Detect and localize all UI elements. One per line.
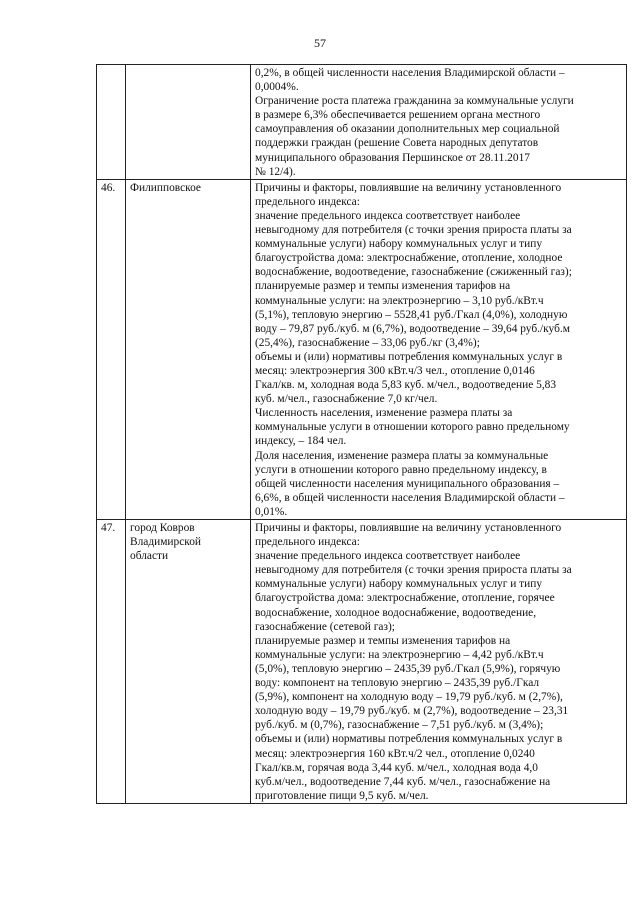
table-row <box>97 179 627 519</box>
page-number: 57 <box>314 36 326 50</box>
description-cell <box>251 520 627 804</box>
description-line: № 12/4). <box>255 165 296 178</box>
row-number-cell <box>97 65 126 180</box>
description-line: значение предельного индекса соответствует наиболее <box>255 550 521 563</box>
description-line: в размере 6,3% обеспечивается решением органа местного <box>255 109 541 122</box>
description-line: коммунальные услуги: на электроэнергию – 3,10 руб./кВт.ч <box>255 294 544 307</box>
description-line: 0,0004%. <box>255 81 299 94</box>
description-line: водоснабжение, водоотведение, газоснабжение (сжиженный газ); <box>255 266 572 279</box>
description-line: 6,6%, в общей численности населения Владимирской области – <box>255 491 565 504</box>
municipality-name-cell <box>126 65 251 180</box>
description-line: (5,0%), тепловую энергию – 2435,39 руб./Гкал (5,9%), горячую <box>255 662 561 675</box>
description-line: коммунальные услуги) набору коммунальных услуг и типу <box>255 238 543 251</box>
description-line: Причины и факторы, повлиявшие на величину установленного <box>255 181 562 194</box>
municipality-name-line: Филипповское <box>130 181 201 194</box>
description-line: благоустройства дома: электроснабжение, отопление, горячее <box>255 592 555 605</box>
description-line: объемы и (или) нормативы потребления коммунальных услуг в <box>255 350 563 363</box>
row-number-cell: 46. <box>97 179 126 519</box>
description-line: водоснабжение, холодное водоснабжение, водоотведение, <box>255 606 537 619</box>
description-line: куб. м/чел., газоснабжение 7,0 кг/чел. <box>255 393 438 406</box>
description-line: куб.м/чел., водоотведение 7,44 куб. м/чел., газоснабжение на <box>255 775 551 788</box>
description-line: невыгодному для потребителя (с точки зрения прироста платы за <box>255 564 572 577</box>
description-line: (25,4%), газоснабжение – 33,06 руб./кг (3,4%); <box>255 336 480 349</box>
table-row <box>97 520 627 804</box>
description-line: приготовление пищи 9,5 куб. м/чел. <box>255 789 429 802</box>
description-cell <box>251 179 627 519</box>
description-line: месяц: электроэнергия 300 кВт.ч/3 чел., отопление 0,0146 <box>255 364 535 377</box>
description-line: 0,01%. <box>255 505 288 518</box>
description-line: коммунальные услуги в отношении которого равно предельному <box>255 421 570 434</box>
municipality-name-cell <box>126 520 251 804</box>
description-line: (5,1%), тепловую энергию – 5528,41 руб./Гкал (4,0%), холодную <box>255 308 568 321</box>
description-line: предельного индекса: <box>255 536 360 549</box>
description-line: Численность населения, изменение размера платы за <box>255 407 513 420</box>
municipality-name-line: области <box>130 550 169 563</box>
description-cell <box>251 65 627 180</box>
description-line: поддержки граждан (решение Совета народных депутатов <box>255 137 539 150</box>
municipality-name-line: Владимирской <box>130 536 202 549</box>
description-line: самоуправления об оказании дополнительных мер социальной <box>255 123 560 136</box>
description-line: коммунальные услуги) набору коммунальных услуг и типу <box>255 578 543 591</box>
description-line: Доля населения, изменение размера платы за коммунальные <box>255 449 549 462</box>
description-line: холодную воду – 19,79 руб./куб. м (2,7%), водоотведение – 23,31 <box>255 705 569 718</box>
description-line: месяц: электроэнергия 160 кВт.ч/2 чел., отопление 0,0240 <box>255 747 535 760</box>
description-line: (5,9%), компонент на холодную воду – 19,79 руб./куб. м (2,7%), <box>255 691 563 704</box>
row-number-cell: 47. <box>97 520 126 804</box>
description-line: услуги в отношении которого равно предельному индексу, в <box>255 463 547 476</box>
description-line: муниципального образования Першинское от 28.11.2017 <box>255 151 530 164</box>
description-line: значение предельного индекса соответствует наиболее <box>255 209 521 222</box>
description-line: индексу, – 184 чел. <box>255 435 347 448</box>
description-line: Причины и факторы, повлиявшие на величину установленного <box>255 522 562 534</box>
municipality-name-cell <box>126 179 251 519</box>
description-line: планируемые размер и темпы изменения тарифов на <box>255 634 511 647</box>
municipality-name-line: город Ковров <box>130 522 195 534</box>
description-line: воду: компонент на тепловую энергию – 2435,39 руб./Гкал <box>255 677 540 690</box>
description-line: газоснабжение (сетевой газ); <box>255 620 395 633</box>
description-line: общей численности населения муниципального образования – <box>255 477 560 490</box>
description-line: невыгодному для потребителя (с точки зрения прироста платы за <box>255 224 572 237</box>
description-line: благоустройства дома: электроснабжение, отопление, холодное <box>255 252 563 265</box>
tariff-table <box>96 64 627 804</box>
description-line: Гкал/кв. м, холодная вода 5,83 куб. м/чел., водоотведение 5,83 <box>255 379 557 392</box>
description-line: планируемые размер и темпы изменения тарифов на <box>255 280 511 293</box>
description-line: коммунальные услуги: на электроэнергию – 4,42 руб./кВт.ч <box>255 648 544 661</box>
table-row <box>97 65 627 180</box>
description-line: предельного индекса: <box>255 195 360 208</box>
description-line: Ограничение роста платежа гражданина за коммунальные услуги <box>255 95 574 108</box>
description-line: 0,2%, в общей численности населения Владимирской области – <box>255 67 565 79</box>
description-line: Гкал/кв.м, горячая вода 3,44 куб. м/чел., холодная вода 4,0 <box>255 761 538 774</box>
description-line: воду – 79,87 руб./куб. м (6,7%), водоотведение – 39,64 руб./куб.м <box>255 322 570 335</box>
description-line: объемы и (или) нормативы потребления коммунальных услуг в <box>255 733 563 746</box>
description-line: руб./куб. м (0,7%), газоснабжение – 7,51 руб./куб. м (3,4%); <box>255 719 544 732</box>
